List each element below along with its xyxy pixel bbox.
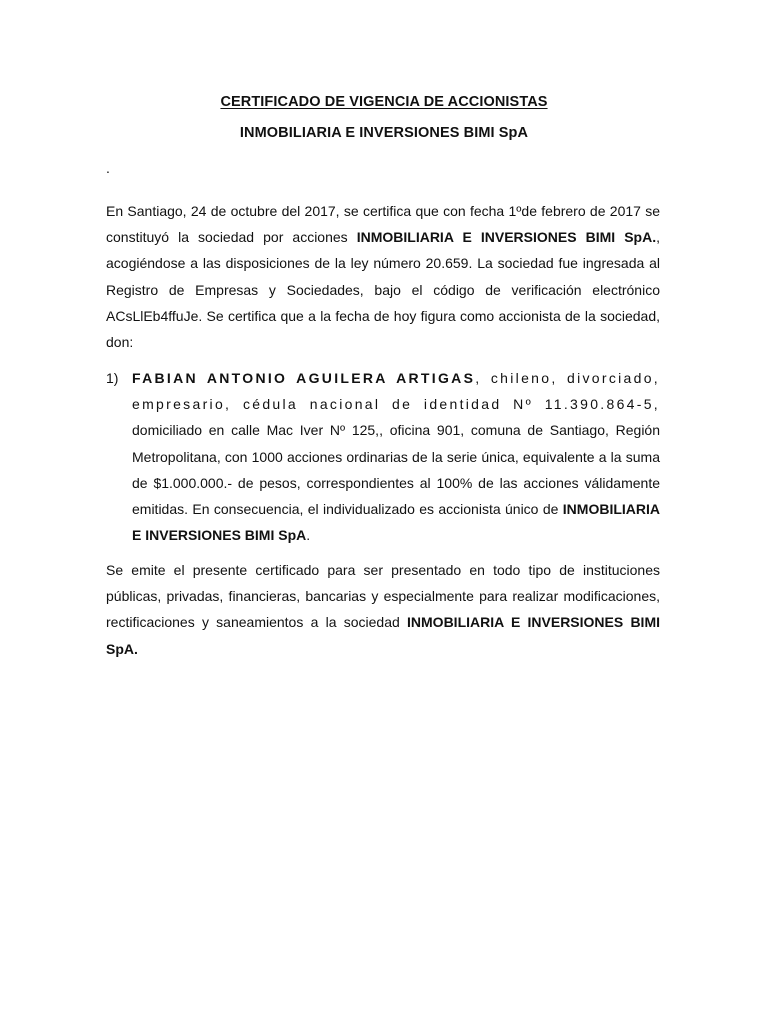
shareholder-entry-first-lines	[132, 370, 660, 412]
shareholder-name: FABIAN ANTONIO AGUILERA ARTIGAS	[132, 370, 476, 386]
shareholder-entry	[132, 365, 660, 548]
paragraph1-text-b: , acogiéndose a las disposiciones de la ley número 20.659. La sociedad fue ingresada al Registro de Empresas y Sociedades, bajo el código de verificación electrónico ACsLlEb4ffuJe. Se certifica que a la fecha de hoy figura como accionista de la sociedad, don:	[106, 229, 660, 351]
paragraph1-company: INMOBILIARIA E INVERSIONES BIMI SpA.	[356, 229, 657, 246]
paragraph1-text-a: En Santiago, 24 de octubre del 2017, se certifica que con fecha 1ºde febrero de 2017 se constituyó la sociedad por acciones	[106, 203, 660, 246]
document-title: CERTIFICADO DE VIGENCIA DE ACCIONISTAS	[220, 94, 548, 110]
paragraph2-text-a: Se emite el presente certificado para ser presentado en todo tipo de instituciones públicas, privadas, financieras, bancarias y especialmente para realizar modificaciones, rectificaciones y saneamientos a la sociedad	[106, 562, 660, 631]
shareholder-details-a: , chileno, divorciado, empresario, cédula nacional de identidad Nº 11.390.864-5,	[132, 370, 660, 413]
shareholder-details-b: domiciliado en calle Mac Iver Nº 125,, oficina 901, comuna de Santiago, Región Metropolitana, con 1000 acciones ordinarias de la serie única, equivalente a la suma de $1.000.000.- de pesos, correspondientes al 100% de las acciones válidamente emitidas. En consecuencia, el individualizado es accionista único de	[132, 422, 660, 518]
shareholder-list	[106, 365, 660, 548]
certification-paragraph	[106, 198, 660, 355]
shareholder-company: INMOBILIARIA E INVERSIONES BIMI SpA	[132, 501, 660, 544]
paragraph2-company: INMOBILIARIA E INVERSIONES BIMI SpA.	[106, 614, 660, 657]
purpose-paragraph	[106, 557, 660, 662]
list-item-number: 1)	[106, 370, 119, 386]
company-name-heading: INMOBILIARIA E INVERSIONES BIMI SpA	[239, 125, 529, 141]
shareholder-end: .	[306, 527, 311, 544]
stray-dot: .	[106, 160, 110, 176]
